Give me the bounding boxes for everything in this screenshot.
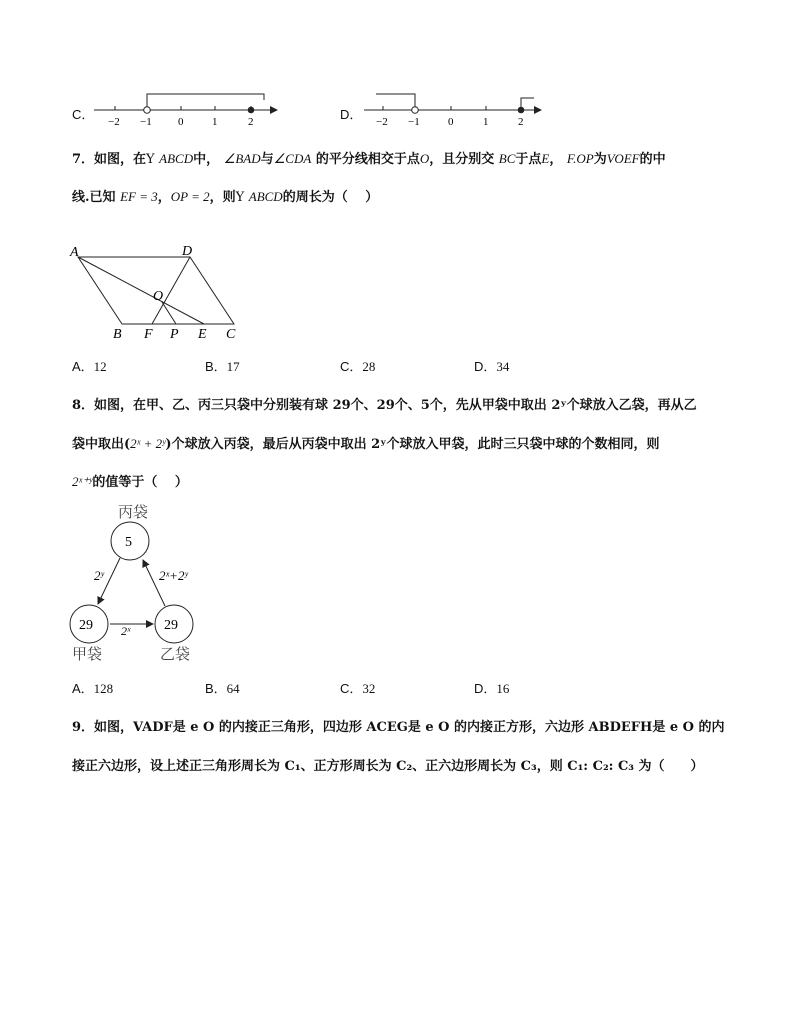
svg-text:A: A (70, 245, 79, 260)
svg-text:2ˣ: 2ˣ (121, 624, 131, 638)
svg-text:1: 1 (483, 116, 489, 128)
q7-stem-line-1: 7．如图，在Y ABCD中， ∠BAD与∠CDA 的平分线相交于点O，且分别交 BC于点E， F.OP为VOEF的中 (72, 151, 666, 167)
svg-text:D: D (182, 244, 193, 259)
svg-text:−1: −1 (140, 116, 152, 128)
svg-text:−2: −2 (108, 116, 120, 128)
q7-stem-line-2: 线.已知 EF = 3，OP = 2，则Y ABCD的周长为（ ） (72, 189, 379, 205)
q7-option-b[interactable]: B．17 (205, 359, 240, 374)
svg-text:P: P (170, 327, 179, 342)
svg-text:F: F (144, 327, 153, 342)
q8-stem-line-2: 袋中取出(2ˣ + 2ʸ)个球放入丙袋，最后从丙袋中取出 2ʸ个球放入甲袋，此时三只袋中球的个数相同，则 (72, 436, 660, 452)
svg-text:乙袋: 乙袋 (160, 647, 191, 663)
svg-text:O: O (153, 289, 164, 304)
q9-stem-line-1: 9．如图，VADF是 e O 的内接正三角形，四边形 ACEG是 e O 的内接正方形，六边形 ABDEFH是 e O 的内 (72, 720, 725, 735)
q8-stem-line-3: 2ˣ⁺ʸ的值等于（ ） (72, 474, 188, 490)
svg-text:2ʸ: 2ʸ (94, 568, 104, 583)
q8-option-b[interactable]: B．64 (205, 681, 240, 696)
q8-option-a[interactable]: A．128 (72, 681, 114, 696)
option-c-label: C． (72, 107, 95, 122)
q7-option-c[interactable]: C．28 (340, 359, 376, 374)
svg-text:−2: −2 (376, 116, 388, 128)
number-line-d (362, 86, 552, 130)
q7-option-d[interactable]: D．34 (474, 359, 510, 374)
number-line-c (92, 86, 282, 130)
q9-stem-line-2: 接正六边形，设上述正三角形周长为 C₁、正方形周长为 C₂、正六边形周长为 C₃，则 C₁: C₂: C₃ 为（ ） (72, 759, 704, 774)
svg-text:B: B (113, 327, 122, 342)
svg-text:C: C (226, 327, 236, 342)
q8-option-c[interactable]: C．32 (340, 681, 376, 696)
svg-text:2: 2 (248, 116, 254, 128)
q8-stem-line-1: 8．如图，在甲、乙、丙三只袋中分别装有球 29个、29个、5个，先从甲袋中取出 2ʸ个球放入乙袋，再从乙 (72, 398, 697, 413)
svg-text:2: 2 (518, 116, 524, 128)
svg-text:0: 0 (178, 116, 184, 128)
option-d-label: D． (340, 107, 363, 122)
svg-text:29: 29 (164, 618, 178, 633)
q7-option-a[interactable]: A．12 (72, 359, 107, 374)
svg-text:甲袋: 甲袋 (72, 647, 103, 663)
svg-text:29: 29 (79, 618, 93, 633)
q8-option-d[interactable]: D．16 (474, 681, 510, 696)
bags-diagram (64, 500, 214, 666)
svg-text:−1: −1 (408, 116, 420, 128)
svg-text:E: E (198, 327, 207, 342)
svg-text:丙袋: 丙袋 (118, 505, 149, 521)
svg-text:0: 0 (448, 116, 454, 128)
svg-text:2ˣ+2ʸ: 2ˣ+2ʸ (159, 568, 188, 583)
svg-text:5: 5 (125, 535, 132, 550)
parallelogram-figure (64, 240, 254, 344)
svg-text:1: 1 (212, 116, 218, 128)
